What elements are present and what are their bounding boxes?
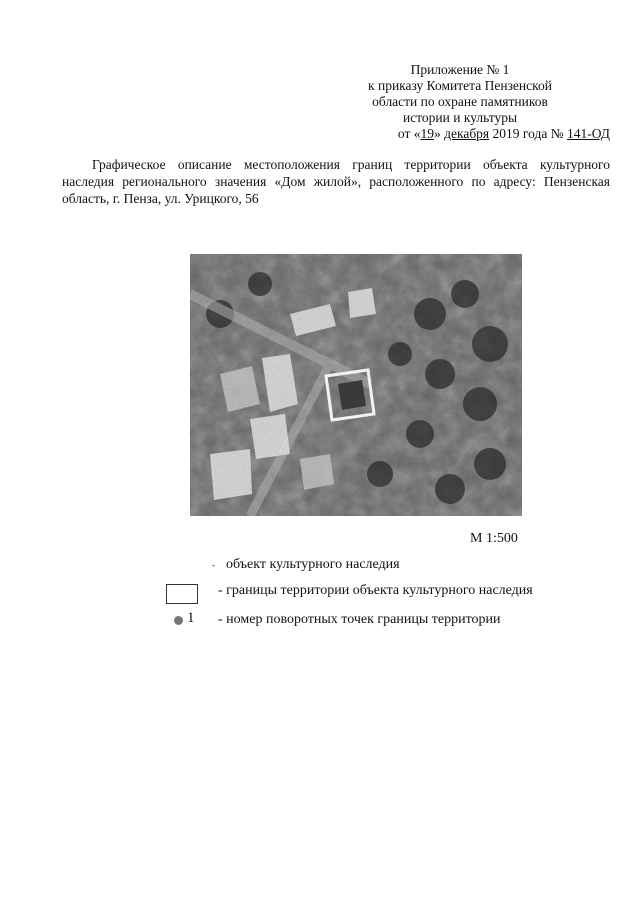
appendix-header <box>310 62 610 142</box>
date-month: декабря <box>444 126 490 141</box>
legend-points-text: - номер поворотных точек границы территории <box>218 612 501 627</box>
appendix-committee-2: истории и культуры <box>402 110 518 125</box>
legend-boundary-text: - границы территории объекта культурного наследия <box>218 583 533 598</box>
date-mid1: » <box>433 126 445 141</box>
date-prefix: от « <box>397 126 421 141</box>
order-number: 141-ОД <box>566 126 610 141</box>
appendix-date-line <box>310 126 610 142</box>
description-paragraph: Графическое описание местоположения границ территории объекта культурного наследия регионального значения «Дом жилой», расположенного по адресу: Пензенская область, г. Пенза, ул. Урицкого, 56 <box>62 157 610 206</box>
legend-heritage-text: объект культурного наследия <box>226 557 400 572</box>
point-dot-icon <box>174 616 183 625</box>
date-mid2: 2019 года № <box>489 126 567 141</box>
date-day: 19 <box>420 126 434 141</box>
map-scale: М 1:500 <box>470 531 518 546</box>
boundary-rect-icon <box>166 584 198 604</box>
point-number: 1 <box>187 610 195 626</box>
appendix-order-ref: к приказу Комитета Пензенской <box>368 78 552 93</box>
satellite-map <box>190 254 522 516</box>
appendix-committee: области по охране памятников <box>372 94 548 109</box>
satellite-map-image <box>190 254 522 516</box>
heritage-object <box>338 380 366 410</box>
appendix-title: Приложение № 1 <box>410 62 510 77</box>
legend-heritage-marker: - <box>212 560 215 570</box>
